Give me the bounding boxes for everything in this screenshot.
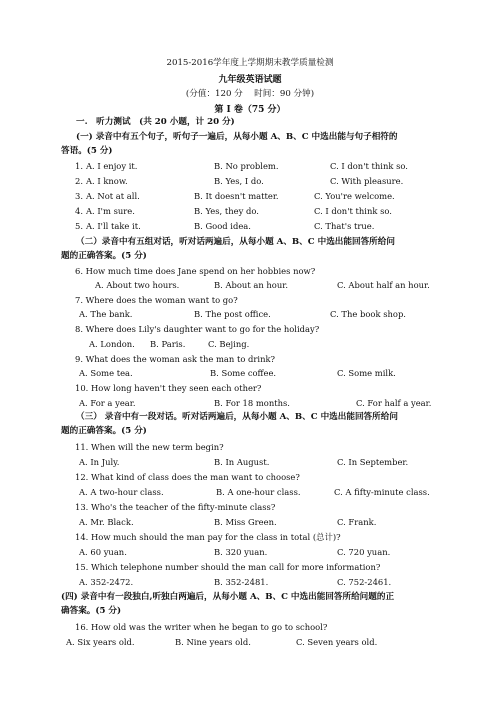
option-a: A. The bank. — [79, 309, 133, 319]
option-c: C. Some milk. — [337, 368, 396, 378]
exam-title: 2015-2016学年度上学期期末教学质量检测 — [166, 58, 334, 68]
option-a: A. About two hours. — [95, 280, 180, 290]
option-b: B. 352-2481. — [214, 577, 269, 587]
option-a: A. I'll take it. — [86, 221, 141, 231]
option-c: C. I don't think so. — [314, 206, 392, 216]
option-a: A. A two-hour class. — [79, 487, 164, 497]
option-b: B. Good idea. — [194, 221, 251, 231]
exam-info: (分值：120 分 时间：90 分钟) — [185, 89, 315, 99]
option-a: A. London. — [89, 339, 135, 349]
question-number: 3. — [75, 191, 83, 201]
exam-subject: 九年级英语试题 — [218, 75, 282, 85]
option-a: A. In July. — [79, 457, 120, 467]
option-c: C. Frank. — [337, 517, 377, 527]
option-a: A. Six years old. — [66, 637, 135, 647]
option-b: B. No problem. — [214, 161, 279, 171]
question-stem: 16. How old was the writer when he began to go to school? — [75, 622, 328, 632]
option-c: C. Seven years old. — [296, 637, 378, 647]
part1-heading: 一. 听力测试 (共 20 小题，计 20 分) — [76, 117, 235, 127]
option-b: B. It doesn't matter. — [194, 191, 279, 201]
question-stem: 9. What does the woman ask the man to drink? — [75, 354, 276, 364]
section1-instruction-cont: 答语。(5 分) — [61, 146, 113, 156]
question-number: 2. — [75, 176, 83, 186]
question-stem: 6. How much time does Jane spend on her hobbies now? — [75, 266, 316, 276]
option-c: C. 752-2461. — [337, 577, 392, 587]
question-number: 4. — [75, 206, 83, 216]
option-b: B. In August. — [214, 457, 270, 467]
option-a: A. Not at all. — [86, 191, 140, 201]
option-b: B. 320 yuan. — [214, 547, 268, 557]
option-c: C. For half a year. — [356, 398, 432, 408]
option-b: B. About an hour. — [214, 280, 288, 290]
option-c: C. That's true. — [314, 221, 375, 231]
option-a: A. I know. — [86, 176, 128, 186]
option-b: B. Yes, I do. — [214, 176, 264, 186]
option-b: B. Paris. — [150, 339, 186, 349]
option-a: A. 352-2472. — [79, 577, 134, 587]
option-c: C. A fifty-minute class. — [334, 487, 430, 497]
option-b: B. Miss Green. — [214, 517, 277, 527]
option-c: C. Bejing. — [208, 339, 250, 349]
option-a: A. Some tea. — [79, 368, 133, 378]
question-stem: 10. How long haven't they seen each other? — [75, 383, 262, 393]
option-a: A. I'm sure. — [86, 206, 135, 216]
question-number: 5. — [75, 221, 83, 231]
option-c: C. 720 yuan. — [337, 547, 391, 557]
option-c: C. In September. — [337, 457, 409, 467]
volume-heading: 第 I 卷（75 分） — [214, 105, 286, 115]
question-stem: 13. Who's the teacher of the fifty-minute class? — [75, 502, 276, 512]
option-a: A. I enjoy it. — [86, 161, 138, 171]
question-stem: 11. When will the new term begin? — [75, 442, 224, 452]
question-stem: 12. What kind of class does the man want to choose? — [75, 472, 300, 482]
option-c: C. With pleasure. — [330, 176, 404, 186]
option-b: B. The post office. — [194, 309, 271, 319]
question-stem: 8. Where does Lily's daughter want to go for the holiday? — [75, 324, 320, 334]
option-c: C. About half an hour. — [337, 280, 430, 290]
option-a: A. Mr. Black. — [79, 517, 134, 527]
option-a: A. For a year. — [79, 398, 136, 408]
option-b: B. Some coffee. — [210, 368, 277, 378]
section2-instruction-cont: 题的正确答案。(5 分) — [61, 251, 147, 261]
question-stem: 15. Which telephone number should the man call for more information? — [75, 562, 381, 572]
option-c: C. The book shop. — [330, 309, 406, 319]
option-a: A. 60 yuan. — [79, 547, 127, 557]
question-stem: 14. How much should the man pay for the class in total (总计)? — [75, 532, 341, 542]
section2-instruction: （二）录音中有五组对话，听对话两遍后，从每小题 A、B、C 中选出能回答所给问 — [76, 237, 395, 247]
option-c: C. You're welcome. — [314, 191, 395, 201]
section4-instruction-cont: 确答案。(5 分) — [61, 606, 122, 616]
option-b: B. For 18 months. — [214, 398, 290, 408]
section3-instruction: （三） 录音中有一段对话。听对话两遍后，从每小题 A、B、C 中选出能回答所给问 — [76, 412, 398, 422]
option-b: B. Nine years old. — [175, 637, 251, 647]
option-b: B. A one-hour class. — [216, 487, 301, 497]
section4-instruction: (四) 录音中有一段独白,听独白两遍后，从每小题 A、B、C 中选出能回答所给问题的正 — [61, 592, 395, 602]
option-c: C. I don't think so. — [330, 161, 408, 171]
question-number: 1. — [75, 161, 83, 171]
question-stem: 7. Where does the woman want to go? — [75, 295, 238, 305]
section3-instruction-cont: 题的正确答案。(5 分) — [61, 426, 147, 436]
option-b: B. Yes, they do. — [194, 206, 259, 216]
section1-instruction: (一) 录音中有五个句子，听句子一遍后，从每小题 A、B、C 中选出能与句子相符的 — [76, 132, 398, 142]
